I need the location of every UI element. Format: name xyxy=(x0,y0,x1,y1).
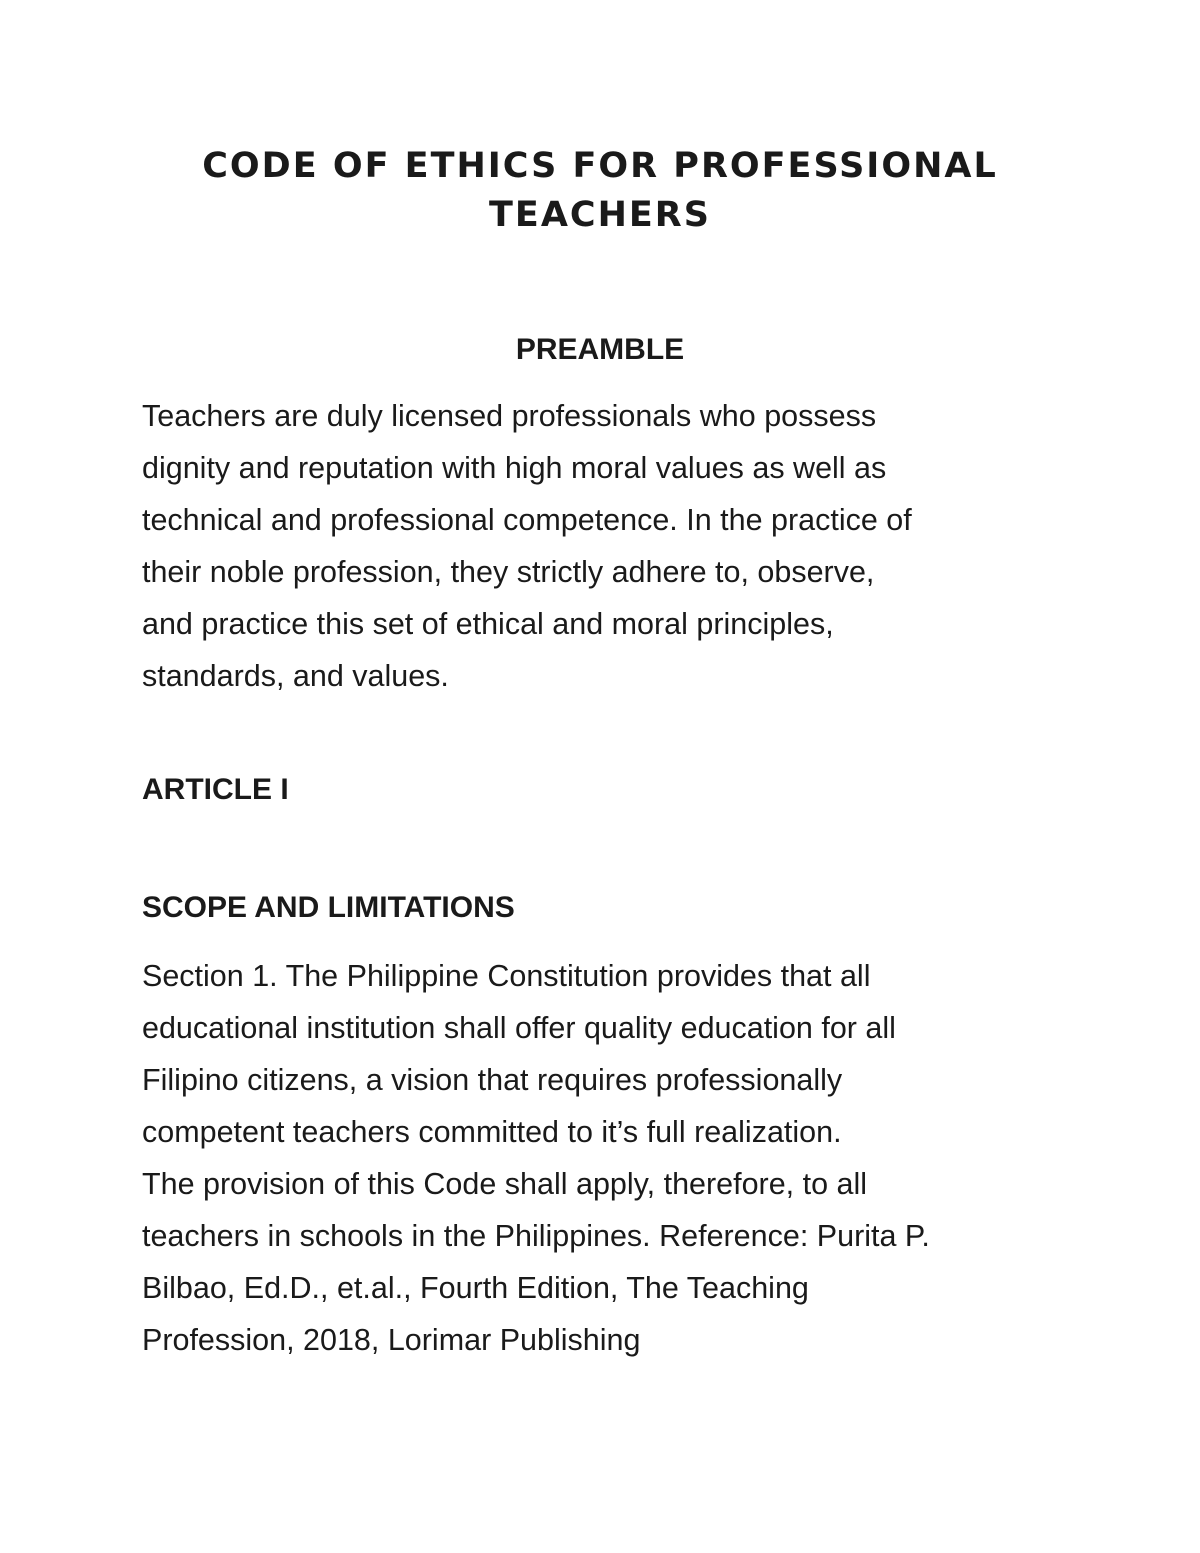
paragraph-line: and practice this set of ethical and moral principles, xyxy=(142,607,834,641)
document-title xyxy=(0,142,1200,240)
paragraph-line: Section 1. The Philippine Constitution provides that all xyxy=(142,959,871,993)
paragraph-line: Teachers are duly licensed professionals who possess xyxy=(142,399,877,433)
preamble-heading: PREAMBLE xyxy=(515,333,685,366)
title-line: CODE OF ETHICS FOR PROFESSIONAL xyxy=(202,146,998,186)
scope-heading: SCOPE AND LIMITATIONS xyxy=(142,891,515,924)
paragraph-line: their noble profession, they strictly adhere to, observe, xyxy=(142,555,875,589)
paragraph-line: technical and professional competence. In the practice of xyxy=(142,503,912,537)
paragraph-line: dignity and reputation with high moral values as well as xyxy=(142,451,887,485)
title-line: TEACHERS xyxy=(489,195,711,235)
paragraph-line: educational institution shall offer quality education for all xyxy=(142,1011,896,1045)
preamble-paragraph xyxy=(142,390,1082,702)
paragraph-line: Bilbao, Ed.D., et.al., Fourth Edition, The Teaching xyxy=(142,1271,809,1305)
article-heading: ARTICLE I xyxy=(142,773,289,806)
paragraph-line: standards, and values. xyxy=(142,659,449,693)
section-1-paragraph xyxy=(142,950,1082,1366)
paragraph-line: The provision of this Code shall apply, therefore, to all xyxy=(142,1167,868,1201)
paragraph-line: Profession, 2018, Lorimar Publishing xyxy=(142,1323,641,1357)
paragraph-line: competent teachers committed to it’s full realization. xyxy=(142,1115,842,1149)
paragraph-line: teachers in schools in the Philippines. Reference: Purita P. xyxy=(142,1219,930,1253)
paragraph-line: Filipino citizens, a vision that requires professionally xyxy=(142,1063,843,1097)
